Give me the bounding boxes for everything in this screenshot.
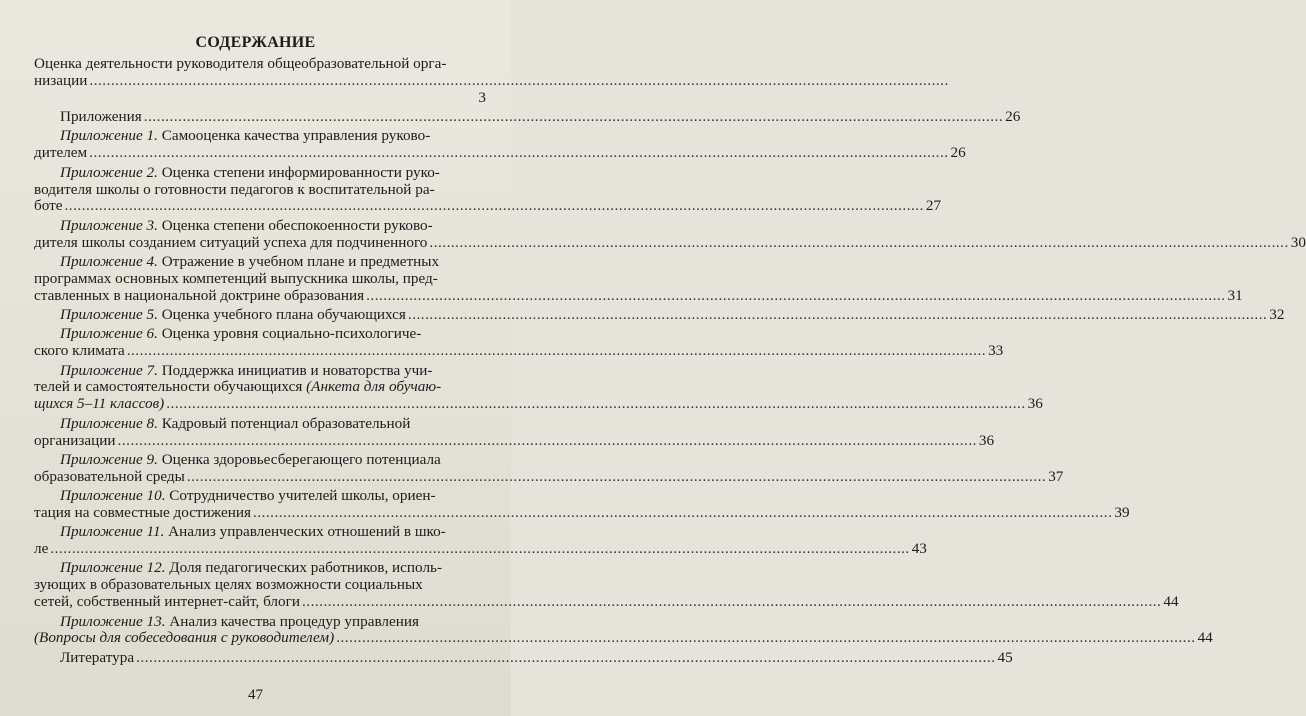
entry-text: Приложения — [60, 108, 142, 126]
toc-entry — [34, 648, 1013, 667]
toc-entry — [34, 612, 1213, 648]
toc-line-text — [34, 630, 334, 647]
toc-entry — [34, 559, 1179, 611]
entry-text: низации — [34, 71, 88, 89]
toc-page-number: 31 — [1227, 286, 1243, 304]
dot-leader: ........................................................................................................................................................................................................ — [50, 540, 910, 558]
entry-text: организации — [34, 431, 116, 449]
toc-line — [34, 488, 486, 505]
entry-text: ле — [34, 540, 49, 558]
toc-line-text — [34, 433, 116, 450]
toc-line — [34, 431, 995, 450]
toc-line-text — [34, 650, 134, 667]
entry-text: Сотрудничество учителей школы, ориен- — [165, 487, 436, 505]
toc-page-number: 3 — [478, 88, 486, 106]
dot-leader: ........................................................................................................................................................................................................ — [117, 431, 977, 449]
toc-line — [34, 629, 1213, 647]
toc-line-text — [34, 378, 441, 395]
toc-line-text — [34, 109, 142, 126]
toc-line-text — [34, 181, 435, 198]
dot-leader: ........................................................................................................................................................................................................ — [429, 233, 1289, 251]
dot-leader: ........................................................................................................................................................................................................ — [166, 395, 1026, 413]
toc-entry — [34, 163, 942, 216]
appendix-label: Приложение 3. — [60, 216, 158, 234]
toc-page-number: 26 — [950, 144, 966, 162]
toc-line-text — [34, 362, 432, 379]
toc-entry — [34, 325, 1004, 360]
toc-line-text — [34, 73, 87, 90]
toc-line — [34, 379, 486, 396]
appendix-label: Приложение 11. — [60, 523, 165, 541]
toc-line — [34, 416, 486, 433]
entry-text: Отражение в учебном плане и предметных — [157, 252, 440, 270]
entry-text: дителем — [34, 144, 88, 162]
toc-entry — [34, 127, 966, 162]
toc-line-text — [34, 253, 439, 270]
appendix-label: Приложение 5. — [60, 306, 158, 324]
toc-line-text — [34, 198, 63, 215]
dot-leader: ........................................................................................................................................................................................................ — [336, 629, 1196, 647]
entry-text: программах основных компетенций выпускника школы, пред- — [34, 269, 438, 287]
appendix-label: Приложение 8. — [60, 414, 158, 432]
toc-page-number: 36 — [978, 431, 995, 449]
table-of-contents — [34, 55, 1306, 669]
toc-line-text — [34, 288, 364, 305]
toc-entry — [34, 252, 1243, 305]
dot-leader: ........................................................................................................................................................................................................ — [407, 306, 1268, 324]
appendix-label: Приложение 6. — [60, 325, 158, 343]
dot-leader: ........................................................................................................................................................................................................ — [366, 286, 1226, 304]
toc-line-text — [34, 559, 442, 576]
entry-text: ставленных в национальной доктрине образования — [34, 286, 365, 304]
entry-text: Литература — [60, 648, 135, 666]
toc-entry — [34, 306, 1285, 324]
toc-line — [34, 577, 486, 594]
entry-text: ского климата — [34, 342, 125, 360]
toc-page-number: 33 — [988, 342, 1004, 360]
toc-line — [34, 306, 1285, 324]
toc-page-number: 32 — [1269, 306, 1285, 324]
toc-line — [34, 56, 486, 73]
toc-page-number: 27 — [925, 197, 942, 215]
toc-line — [34, 182, 486, 199]
toc-page-number: 36 — [1027, 395, 1043, 413]
toc-line-text — [34, 270, 438, 287]
toc-page-number: 44 — [1163, 593, 1179, 611]
appendix-label: Приложение 10. — [60, 487, 166, 505]
toc-line — [34, 144, 966, 162]
toc-line — [34, 233, 1306, 252]
entry-text: Поддержка инициатив и новаторства учи- — [157, 361, 433, 379]
toc-entry — [34, 450, 1064, 486]
toc-line-text — [34, 235, 427, 252]
entry-text: сетей, собственный интернет-сайт, блоги — [34, 593, 300, 611]
toc-line-text — [34, 487, 436, 504]
toc-line — [34, 342, 1004, 360]
entry-text: Оценка степени обеспокоенности руково- — [157, 216, 433, 234]
toc-page-number: 43 — [911, 540, 927, 558]
dot-leader: ........................................................................................................................................................................................................ — [143, 108, 1004, 126]
toc-line — [34, 648, 1013, 667]
toc-line — [34, 614, 486, 631]
entry-text: Оценка деятельности руководителя общеобразовательной орга- — [34, 55, 447, 72]
dot-leader: ........................................................................................................................................................................................................ — [301, 593, 1162, 611]
entry-text: Доля педагогических работников, исполь- — [165, 559, 443, 577]
dot-leader: ........................................................................................................................................................................................................ — [126, 342, 987, 360]
toc-page-number: 30 — [1290, 233, 1306, 251]
entry-text: Оценка уровня социально-психологиче- — [157, 325, 422, 343]
toc-line-text — [34, 451, 441, 468]
toc-line — [34, 452, 486, 469]
entry-text: зующих в образовательных целях возможности социальных — [34, 576, 423, 594]
toc-line — [34, 560, 486, 577]
entry-text: образовательной среды — [34, 467, 185, 485]
toc-line-text — [34, 217, 433, 234]
toc-line — [34, 90, 486, 107]
toc-line-text — [34, 613, 419, 630]
toc-entry — [34, 108, 1021, 126]
toc-entry — [34, 523, 927, 558]
entry-text: водителя школы о готовности педагогов к воспитательной ра- — [34, 180, 435, 198]
entry-text: Оценка здоровьесберегающего потенциала — [157, 450, 441, 468]
dot-leader: ........................................................................................................................................................................................................ — [136, 648, 996, 666]
entry-text: Оценка степени информированности руко- — [157, 163, 440, 181]
entry-italic-text: щихся 5–11 классов) — [34, 395, 165, 413]
appendix-label: Приложение 12. — [60, 559, 166, 577]
page-number: 47 — [248, 687, 263, 703]
toc-line-text — [34, 343, 125, 360]
dot-leader: ........................................................................................................................................................................................................ — [89, 71, 949, 89]
toc-line — [34, 467, 1064, 486]
toc-line — [34, 326, 486, 343]
entry-text: Анализ управленческих отношений в шко- — [164, 523, 446, 541]
entry-text: дителя школы созданием ситуаций успеха для подчиненного — [34, 233, 428, 251]
entry-text: Кадровый потенциал образовательной — [157, 414, 411, 432]
entry-text: боте — [34, 197, 63, 215]
toc-line — [34, 271, 486, 288]
toc-line — [34, 71, 949, 90]
dot-leader: ........................................................................................................................................................................................................ — [252, 503, 1113, 521]
appendix-label: Приложение 13. — [60, 612, 166, 630]
toc-line — [34, 524, 486, 541]
toc-line-text — [34, 594, 300, 611]
toc-page-number: 37 — [1048, 467, 1064, 485]
entry-italic-text: (Анкета для обучаю- — [306, 378, 442, 396]
dot-leader: ........................................................................................................................................................................................................ — [89, 144, 949, 162]
entry-text: тация на совместные достижения — [34, 503, 251, 521]
entry-text: телей и самостоятельности обучающихся — [34, 378, 307, 396]
page-title: СОДЕРЖАНИЕ — [195, 34, 316, 51]
toc-page-number: 26 — [1005, 108, 1021, 126]
toc-line — [34, 165, 486, 182]
appendix-label: Приложение 2. — [60, 163, 158, 181]
toc-line-text — [34, 415, 410, 432]
toc-line — [34, 540, 927, 558]
toc-entry — [34, 361, 1043, 414]
entry-text: Оценка учебного плана обучающихся — [157, 306, 406, 324]
toc-line-text — [34, 127, 430, 144]
toc-entry — [34, 55, 949, 107]
toc-line-text — [34, 307, 406, 324]
toc-line — [34, 363, 486, 380]
toc-line-text — [34, 396, 164, 413]
toc-line — [34, 503, 1130, 522]
toc-line-text — [34, 469, 185, 486]
toc-line — [34, 128, 486, 145]
toc-entry — [34, 414, 995, 450]
appendix-label: Приложение 1. — [60, 127, 158, 145]
toc-line-text — [34, 55, 446, 72]
toc-line-text — [34, 145, 87, 162]
toc-line — [34, 395, 1043, 413]
appendix-label: Приложение 4. — [60, 252, 158, 270]
toc-line-text — [34, 576, 423, 593]
toc-line — [34, 593, 1179, 611]
dot-leader: ........................................................................................................................................................................................................ — [186, 467, 1047, 485]
toc-page-number: 39 — [1114, 503, 1130, 521]
entry-text: Самооценка качества управления руково- — [157, 127, 431, 145]
appendix-label: Приложение 9. — [60, 450, 158, 468]
toc-line — [34, 286, 1243, 305]
toc-line — [34, 108, 1021, 126]
toc-line-text — [34, 164, 440, 181]
toc-line-text — [34, 505, 251, 522]
dot-leader: ........................................................................................................................................................................................................ — [64, 197, 924, 215]
toc-line-text — [34, 523, 446, 540]
toc-page-number: 44 — [1197, 629, 1213, 647]
toc-entry — [34, 487, 1130, 522]
toc-line — [34, 197, 942, 215]
entry-text: Анализ качества процедур управления — [165, 612, 419, 630]
toc-line — [34, 254, 486, 271]
toc-line-text — [34, 541, 48, 558]
toc-line — [34, 218, 486, 235]
entry-italic-text: (Вопросы для собеседования с руководителем) — [34, 629, 335, 647]
toc-entry — [34, 216, 1306, 252]
toc-page-number: 45 — [997, 648, 1013, 666]
toc-line-text — [34, 325, 421, 342]
appendix-label: Приложение 7. — [60, 361, 158, 379]
